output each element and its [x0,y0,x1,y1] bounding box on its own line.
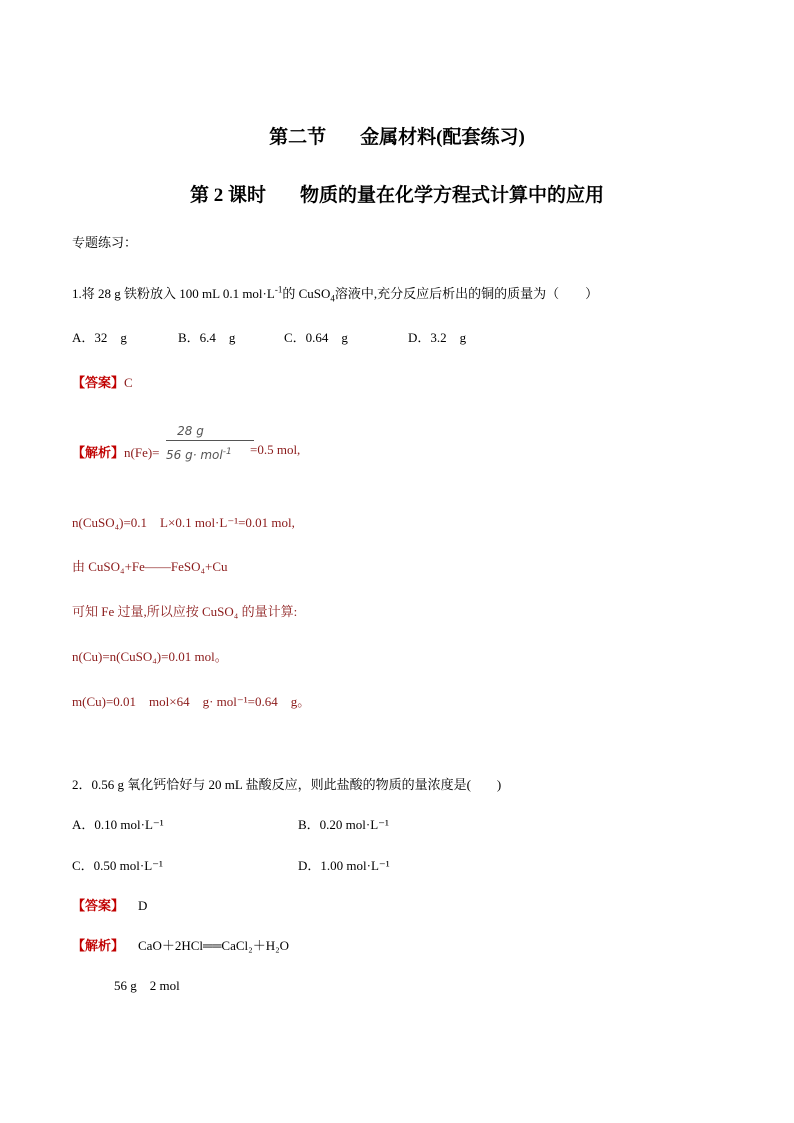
q1-fraction [128,424,253,474]
lesson-name: 物质的量在化学方程式计算中的应用 [300,185,605,206]
q1-stem-sup: -1 [274,284,283,295]
q2-ratio: 56 g 2 mol [114,978,180,993]
q1-option-a: A．32 g [72,330,127,345]
q1-stem [72,283,598,304]
q1-stem-c: 溶液中,充分反应后析出的铜的质量为（ ） [334,286,599,301]
q1-fraction-bar [166,440,254,441]
q1-stem-a: 1.将 28 g 铁粉放入 100 mL 0.1 mol·L [72,286,275,301]
q1-answer [72,372,133,391]
q2-answer-label: 【答案】 [72,898,125,913]
q1-option-b: B．6.4 g [178,330,236,345]
q1-analysis-line3: 由 CuSO₄+Fe——FeSO₄+Cu [72,559,228,574]
q1-stem-sub: 4 [330,293,335,304]
q1-answer-value: C [124,375,133,390]
q1-answer-label: 【答案】 [72,375,125,390]
q1-fraction-denominator: 56 g· mol$^{-1}$ [166,447,232,462]
section-name: 金属材料(配套练习) [360,127,525,148]
q1-analysis-line6: m(Cu)=0.01 mol×64 g· mol⁻¹=0.64 g。 [72,694,311,709]
q2-analysis-label: 【解析】 [72,938,125,953]
q2-stem: 2．0.56 g 氧化钙恰好与 20 mL 盐酸反应，则此盐酸的物质的量浓度是( ) [72,777,502,792]
q2-option-c: C．0.50 mol·L⁻¹ [72,858,163,873]
lesson-number: 第 2 课时 [189,185,266,206]
lesson-title [0,180,794,207]
q1-options [72,327,466,346]
q1-analysis-line5: n(Cu)=n(CuSO₄)=0.01 mol。 [72,649,228,664]
q1-analysis-prefix: n(Fe)= [124,445,160,460]
q1-option-d: D．3.2 g [408,330,467,345]
section-number: 第二节 [269,127,327,148]
q1-analysis-line2: n(CuSO₄)=0.1 L×0.1 mol·L⁻¹=0.01 mol, [72,515,295,530]
q1-analysis-suffix: =0.5 mol, [250,442,301,457]
q2-answer [72,895,147,914]
q2-answer-value: D [138,898,148,913]
q1-analysis-label: 【解析】 [72,445,125,460]
q2-option-d: D．1.00 mol·L⁻¹ [298,858,390,873]
q1-option-c: C．0.64 g [284,330,348,345]
q1-analysis-line4: 可知 Fe 过量,所以应按 CuSO₄ 的量计算: [72,604,298,619]
section-title [0,122,794,149]
q2-option-b: B．0.20 mol·L⁻¹ [298,817,389,832]
q1-fraction-numerator: 28 g [177,424,204,438]
topic-label: 专题练习： [72,235,138,250]
q2-option-a: A．0.10 mol·L⁻¹ [72,817,164,832]
q1-stem-b: 的 CuSO [282,286,331,301]
q2-analysis [72,935,289,954]
q2-equation: CaO＋2HCl══CaCl₂＋H₂O [138,938,290,953]
